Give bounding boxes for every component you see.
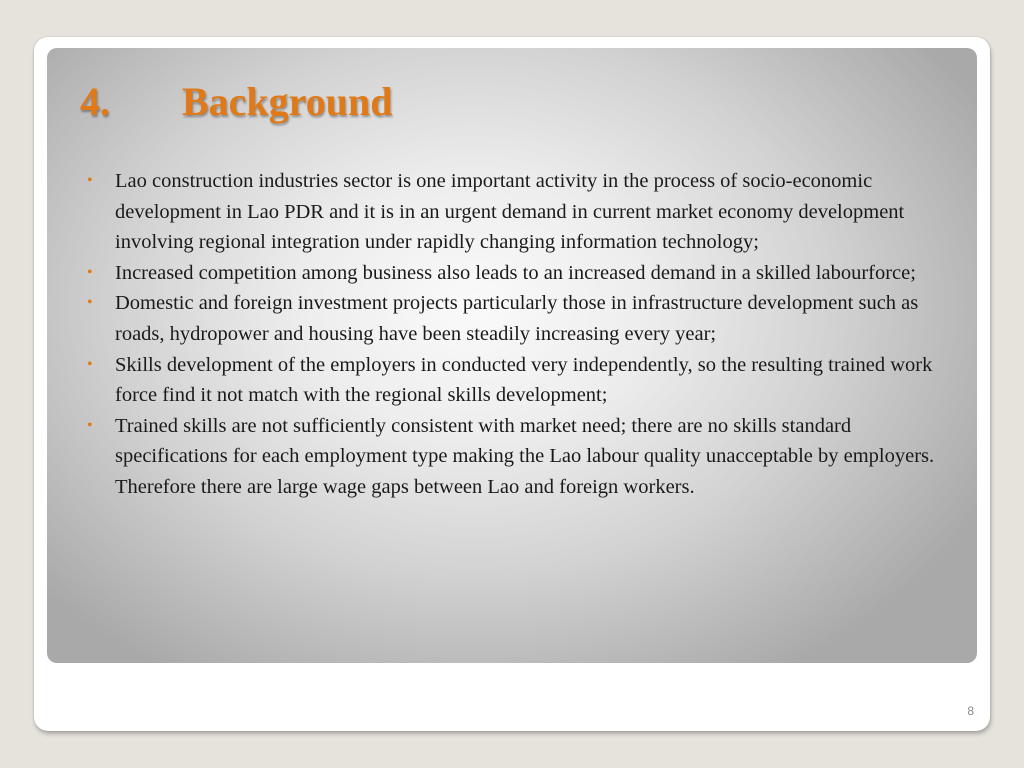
title-number: 4. — [80, 79, 110, 124]
bullet-icon: • — [87, 355, 93, 373]
page-number: 8 — [967, 704, 974, 718]
bullet-item — [87, 411, 947, 503]
bullet-item — [87, 288, 947, 349]
content-panel — [47, 48, 977, 663]
slide-title — [80, 78, 392, 126]
bullet-icon: • — [87, 172, 93, 189]
bullet-text: Skills development of the employers in conducted very independently, so the resulting trained work force find it not match with the regional skills development; — [115, 353, 933, 407]
bullet-item — [87, 258, 947, 289]
bullet-item — [87, 350, 947, 411]
bullet-text: Trained skills are not sufficiently consistent with market need; there are no skills standard specifications for each employment type making the Lao labour quality unacceptable by employers. Therefore there are large wage gaps between Lao and foreign workers. — [115, 414, 935, 498]
title-text: Background — [182, 79, 393, 124]
bullet-icon: • — [87, 416, 93, 434]
bullet-item — [87, 166, 947, 258]
bullet-text: Domestic and foreign investment projects particularly those in infrastructure development such as roads, hydropower and housing have been steadily increasing every year; — [115, 292, 919, 345]
bullet-text: Increased competition among business also leads to an increased demand in a skilled labourforce; — [115, 261, 916, 284]
bullet-list — [87, 166, 947, 503]
bullet-text: Lao construction industries sector is one important activity in the process of socio-economic development in Lao PDR and it is in an urgent demand in current market economy development involving regional integration under rapidly changing information technology; — [115, 170, 905, 254]
bullet-icon: • — [87, 263, 93, 281]
slide-frame — [34, 37, 990, 731]
bullet-icon: • — [87, 294, 93, 312]
